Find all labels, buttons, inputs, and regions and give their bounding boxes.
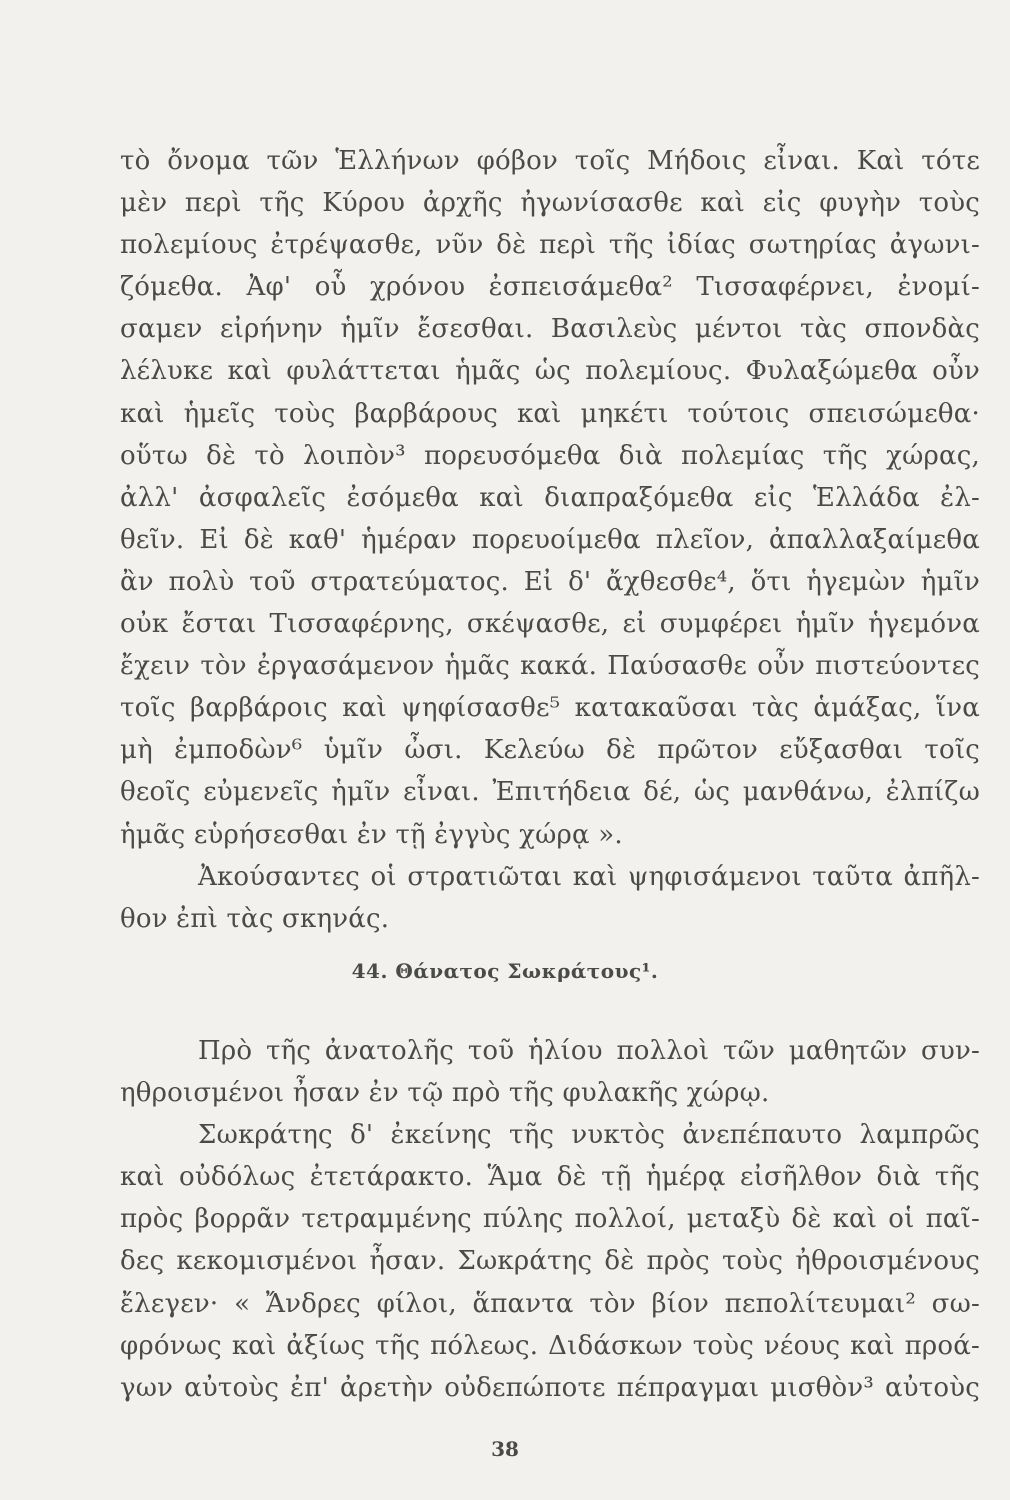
text-line: τοῖς βαρβάροις καὶ ψηφίσασθε⁵ κατακαῦσαι τὰς ἁμάξας, ἵνα [120, 693, 980, 724]
text-line: πολεμίους ἐτρέψασθε, νῦν δὲ περὶ τῆς ἰδίας σωτηρίας ἀγωνι- [120, 230, 980, 261]
text-line: σαμεν εἰρήνην ἡμῖν ἔσεσθαι. Βασιλεὺς μέντοι τὰς σπονδὰς [120, 314, 980, 345]
text-line: μὲν περὶ τῆς Κύρου ἀρχῆς ἠγωνίσασθε καὶ εἰς φυγὴν τοὺς [120, 188, 980, 219]
text-line: φρόνως καὶ ἀξίως τῆς πόλεως. Διδάσκων τοὺς νέους καὶ προά- [120, 1330, 980, 1361]
text-line: οὕτω δὲ τὸ λοιπὸν³ πορευσόμεθα διὰ πολεμίας τῆς χώρας, [120, 440, 980, 471]
text-line: Πρὸ τῆς ἀνατολῆς τοῦ ἡλίου πολλοὶ τῶν μαθητῶν συν- [198, 1036, 980, 1066]
text-line: λέλυκε καὶ φυλάττεται ἡμᾶς ὡς πολεμίους. Φυλαξώμεθα οὖν [120, 356, 980, 387]
text-line: καὶ ἡμεῖς τοὺς βαρβάρους καὶ μηκέτι τούτοις σπεισώμεθα· [120, 398, 980, 429]
text-line: ζόμεθα. Ἀφ' οὗ χρόνου ἐσπεισάμεθα² Τισσαφέρνει, ἐνομί- [120, 272, 980, 303]
text-line: θον ἐπὶ τὰς σκηνάς. [120, 903, 390, 934]
text-line: ἀλλ' ἀσφαλεῖς ἐσόμεθα καὶ διαπραξόμεθα εἰς Ἑλλάδα ἐλ- [120, 482, 980, 513]
text-line: μὴ ἐμποδὼν⁶ ὑμῖν ὦσι. Κελεύω δὲ πρῶτον εὔξασθαι τοῖς [120, 735, 980, 766]
text-line: ἡμᾶς εὑρήσεσθαι ἐν τῇ ἐγγὺς χώρᾳ ». [120, 819, 623, 850]
text-line: ἔλεγεν· « Ἄνδρες φίλοι, ἅπαντα τὸν βίον πεπολίτευμαι² σω- [120, 1288, 980, 1319]
text-line: καὶ οὐδόλως ἐτετάρακτο. Ἅμα δὲ τῇ ἡμέρᾳ εἰσῆλθον διὰ τῆς [120, 1162, 980, 1193]
page-number: 38 [491, 1437, 519, 1461]
text-line: Ἀκούσαντες οἱ στρατιῶται καὶ ψηφισάμενοι ταῦτα ἀπῆλ- [198, 861, 980, 892]
text-line: θεοῖς εὐμενεῖς ἡμῖν εἶναι. Ἐπιτήδεια δέ, ὡς μανθάνω, ἐλπίζω [120, 777, 980, 808]
text-line: τὸ ὄνομα τῶν Ἑλλήνων φόβον τοῖς Μήδοις εἶναι. Καὶ τότε [120, 146, 980, 176]
section-heading: 44. Θάνατος Σωκράτους¹. [351, 959, 659, 983]
text-line: ηθροισμένοι ἦσαν ἐν τῷ πρὸ τῆς φυλακῆς χώρῳ. [120, 1078, 770, 1109]
text-line: δες κεκομισμένοι ἦσαν. Σωκράτης δὲ πρὸς τοὺς ἠθροισμένους [120, 1246, 980, 1277]
text-line: ἔχειν τὸν ἐργασάμενον ἡμᾶς κακά. Παύσασθε οὖν πιστεύοντες [120, 651, 980, 682]
text-line: οὐκ ἔσται Τισσαφέρνης, σκέψασθε, εἰ συμφέρει ἡμῖν ἡγεμόνα [120, 609, 980, 640]
text-top [120, 140, 980, 940]
text-line: πρὸς βορρᾶν τετραμμένης πύλης πολλοί, μεταξὺ δὲ καὶ οἱ παῖ- [120, 1204, 980, 1235]
text-line: Σωκράτης δ' ἐκείνης τῆς νυκτὸς ἀνεπέπαυτο λαμπρῶς [198, 1120, 980, 1151]
text-line: γων αὐτοὺς ἐπ' ἀρετὴν οὐδεπώποτε πέπραγμαι μισθὸν³ αὐτοὺς [120, 1372, 980, 1403]
text-line: ἂν πολὺ τοῦ στρατεύματος. Εἰ δ' ἄχθεσθε⁴, ὅτι ἡγεμὼν ἡμῖν [120, 566, 980, 597]
text-line: θεῖν. Εἰ δὲ καθ' ἡμέραν πορευοίμεθα πλεῖον, ἀπαλλαξαίμεθα [120, 524, 980, 555]
text-bottom [120, 1030, 980, 1409]
